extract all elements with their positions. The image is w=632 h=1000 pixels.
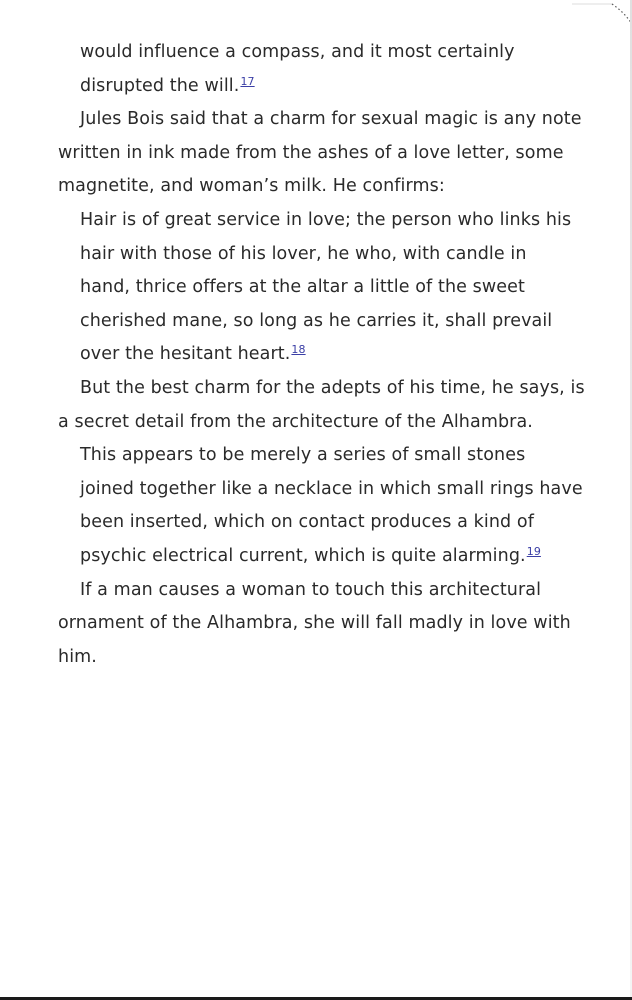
- text-line: ornament of the Alhambra, she will fall madly in love with: [58, 613, 571, 634]
- text-line: disrupted the will.$^{17}$: [80, 74, 255, 96]
- text-line: a secret detail from the architecture of the Alhambra.: [58, 411, 533, 432]
- footnote-link-18[interactable]: 18: [291, 343, 306, 357]
- text-line: magnetite, and woman’s milk. He confirms:: [58, 176, 445, 197]
- text-line: psychic electrical current, which is quite alarming.$^{19}$: [80, 545, 541, 566]
- text-line: cherished mane, so long as he carries it, shall prevail: [80, 310, 553, 331]
- text-line: joined together like a necklace in which small rings have: [80, 478, 583, 499]
- text-line: hand, thrice offers at the altar a little of the sweet: [80, 277, 525, 298]
- text-line: Jules Bois said that a charm for sexual magic is any note: [80, 109, 582, 130]
- text-line: written in ink made from the ashes of a love letter, some: [58, 142, 564, 163]
- text-line: been inserted, which on contact produces a kind of: [80, 512, 534, 533]
- text-line: If a man causes a woman to touch this architectural: [80, 579, 542, 600]
- page-curl-corner-icon[interactable]: [572, 0, 632, 40]
- text-line: him.: [58, 646, 97, 667]
- footnote-link-17[interactable]: 17: [240, 74, 255, 88]
- text-line: over the hesitant heart.$^{18}$: [80, 343, 306, 365]
- text-line: But the best charm for the adepts of his time, he says, is: [80, 378, 585, 398]
- footnote-link-19[interactable]: 19: [526, 545, 541, 558]
- text-line: Hair is of great service in love; the person who links his: [80, 210, 572, 230]
- text-line: This appears to be merely a series of small stones: [80, 445, 526, 466]
- text-line: would influence a compass, and it most certainly: [80, 42, 515, 62]
- text-line: hair with those of his lover, he who, with candle in: [80, 243, 527, 264]
